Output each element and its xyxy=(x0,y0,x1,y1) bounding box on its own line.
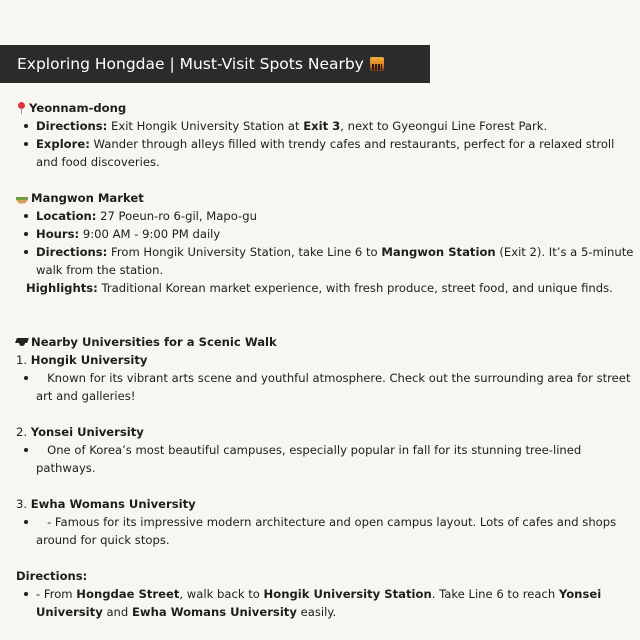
list-item: Directions: From Hongik University Station, take Line 6 to Mangwon Station (Exit 2). It’s a 5-minute walk from the station. xyxy=(16,243,636,279)
graduation-cap-icon xyxy=(16,336,28,348)
section-mangwon-title: Mangwon Market xyxy=(16,189,636,207)
food-bowl-icon xyxy=(16,197,28,204)
list-item: Known for its vibrant arts scene and youthful atmosphere. Check out the surrounding area for street art and galleries! xyxy=(16,369,636,405)
list-item: Hours: 9:00 AM - 9:00 PM daily xyxy=(16,225,636,243)
university-hongik: 1. Hongik University Known for its vibrant arts scene and youthful atmosphere. Check out the surrounding area for street art and galleries! xyxy=(16,351,636,405)
list-item: Directions: Exit Hongik University Station at Exit 3, next to Gyeongui Line Forest Park. xyxy=(16,117,636,135)
title-banner xyxy=(0,45,430,83)
page-title: Exploring Hongdae | Must-Visit Spots Nearby xyxy=(17,55,364,73)
university-yonsei: 2. Yonsei University One of Korea’s most beautiful campuses, especially popular in fall for its stunning tree-lined pathways. xyxy=(16,423,636,477)
list-item: - Famous for its impressive modern architecture and open campus layout. Lots of cafes and shops around for quick stops. xyxy=(16,513,636,549)
guide-content xyxy=(16,99,636,621)
pin-icon xyxy=(16,102,26,114)
mangwon-highlights: Highlights: Traditional Korean market experience, with fresh produce, street food, and unique finds. xyxy=(26,281,613,295)
university-ewha: 3. Ewha Womans University - Famous for its impressive modern architecture and open campus layout. Lots of cafes and shops around for quick stops. xyxy=(16,495,636,549)
section-universities-title: Nearby Universities for a Scenic Walk xyxy=(16,333,636,351)
section-yeonnam-title: Yeonnam-dong xyxy=(16,99,636,117)
list-item: Location: 27 Poeun-ro 6-gil, Mapo-gu xyxy=(16,207,636,225)
yeonnam-list xyxy=(16,117,636,171)
mangwon-list xyxy=(16,207,636,279)
list-item: - From Hongdae Street, walk back to Hongik University Station. Take Line 6 to reach Yonsei University and Ewha Womans University easily. xyxy=(16,585,636,621)
list-item: Explore: Wander through alleys filled with trendy cafes and restaurants, perfect for a relaxed stroll and food discoveries. xyxy=(16,135,636,171)
city-sunset-icon xyxy=(370,57,384,71)
directions-list xyxy=(16,585,636,621)
list-item: One of Korea’s most beautiful campuses, especially popular in fall for its stunning tree-lined pathways. xyxy=(16,441,636,477)
section-directions-title: Directions: xyxy=(16,569,88,583)
